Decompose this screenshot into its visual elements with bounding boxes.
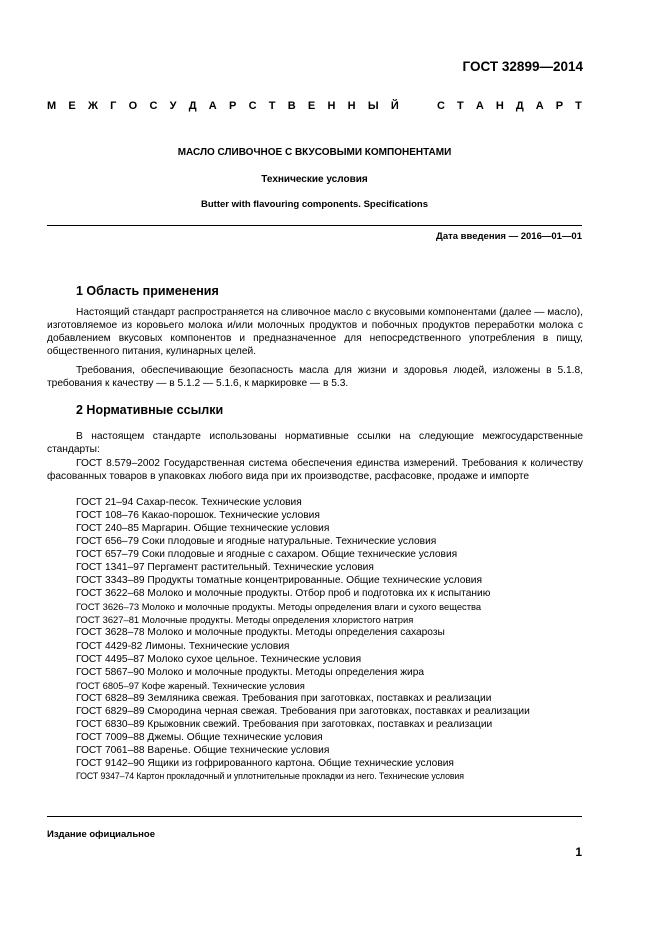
section-1-paragraph-2: Требования, обеспечивающие безопасность масла для жизни и здоровья людей, изложены в 5.1.8, требования к качеству — в 5.1.2 — 5.1.6, к маркировке — в 5.3.	[47, 365, 583, 389]
banner-letter: С	[248, 100, 257, 112]
banner-letter: Д	[515, 100, 524, 112]
banner-letter: Е	[307, 100, 316, 112]
section-1-paragraph-1: Настоящий стандарт распространяется на сливочное масло с вкусовыми компонентами (далее — масло), изготовляемое из коровьего молока и/или молочных продуктов и побочных продуктов переработки молока с добавлением вкусовых компонентов и предназначенное для непосредственного употребления в пищу, общественного питания, кулинарных целей.	[47, 307, 583, 357]
banner-letter: Й	[390, 100, 399, 112]
reference-item: ГОСТ 6830–89 Крыжовник свежий. Требования при заготовках, поставках и реализации	[76, 718, 493, 730]
normative-references-list	[76, 496, 583, 783]
introduction-date: Дата введения — 2016—01—01	[436, 231, 582, 242]
banner-letter: Р	[228, 100, 237, 112]
header-divider	[47, 225, 582, 226]
banner-letter: А	[475, 100, 484, 112]
banner-right	[437, 100, 582, 112]
reference-item: ГОСТ 7009–88 Джемы. Общие технические условия	[76, 731, 323, 743]
banner-letter: А	[535, 100, 544, 112]
reference-item: ГОСТ 657–79 Соки плодовые и ягодные с сахаром. Общие технические условия	[76, 549, 458, 561]
banner-letter: О	[128, 100, 138, 112]
official-edition-label: Издание официальное	[47, 829, 155, 840]
title-russian: МАСЛО СЛИВОЧНОЕ С ВКУСОВЫМИ КОМПОНЕНТАМИ	[177, 147, 452, 158]
footer-divider	[47, 816, 582, 817]
standard-banner	[47, 100, 582, 112]
reference-item: ГОСТ 6828–89 Земляника свежая. Требования при заготовках, поставках и реализации	[76, 692, 492, 704]
banner-letter: Г	[110, 100, 117, 112]
reference-item: ГОСТ 3622–68 Молоко и молочные продукты. Отбор проб и подготовка их к испытанию	[76, 588, 491, 600]
reference-item: ГОСТ 5867–90 Молоко и молочные продукты. Методы определения жира	[76, 666, 425, 678]
banner-letter: А	[208, 100, 217, 112]
reference-item: ГОСТ 3628–78 Молоко и молочные продукты. Методы определения сахарозы	[76, 627, 445, 639]
reference-item: ГОСТ 7061–88 Варенье. Общие технические условия	[76, 744, 330, 756]
banner-letter: В	[287, 100, 296, 112]
banner-letter: Р	[555, 100, 564, 112]
section-2-heading: 2 Нормативные ссылки	[76, 403, 224, 417]
reference-item: ГОСТ 240–85 Маргарин. Общие технические условия	[76, 523, 330, 535]
banner-letter: Н	[347, 100, 356, 112]
page-number: 1	[575, 845, 582, 859]
banner-left	[47, 100, 399, 112]
banner-letter: У	[169, 100, 177, 112]
section-2-paragraph-2: ГОСТ 8.579–2002 Государственная система обеспечения единства измерений. Требования к количеству фасованных товаров в упаковках любого вида при их производстве, расфасовке, продаже и импорте	[47, 458, 583, 482]
banner-letter: Т	[457, 100, 464, 112]
reference-item: ГОСТ 9347–74 Картон прокладочный и уплотнительные прокладки из него. Технические условия	[76, 770, 464, 781]
banner-letter: Ж	[87, 100, 98, 112]
reference-item: ГОСТ 4495–87 Молоко сухое цельное. Технические условия	[76, 653, 362, 665]
banner-letter: М	[47, 100, 57, 112]
document-code: ГОСТ 32899—2014	[462, 59, 583, 74]
reference-item: ГОСТ 6829–89 Смородина черная свежая. Требования при заготовках, поставках и реализации	[76, 705, 530, 717]
subtitle-russian: Технические условия	[261, 174, 368, 185]
banner-letter: Н	[495, 100, 504, 112]
title-english: Butter with flavouring components. Specifications	[201, 199, 428, 210]
reference-item: ГОСТ 108–76 Какао-порошок. Технические условия	[76, 510, 320, 522]
reference-item: ГОСТ 656–79 Соки плодовые и ягодные натуральные. Технические условия	[76, 536, 437, 548]
banner-letter: Н	[327, 100, 336, 112]
reference-item: ГОСТ 1341–97 Пергамент растительный. Технические условия	[76, 562, 374, 574]
banner-letter: Д	[188, 100, 197, 112]
banner-letter: Е	[68, 100, 76, 112]
banner-letter: Т	[268, 100, 276, 112]
reference-item: ГОСТ 3343–89 Продукты томатные концентрированные. Общие технические условия	[76, 575, 483, 587]
section-2-paragraph-1: В настоящем стандарте использованы нормативные ссылки на следующие межгосударственные стандарты:	[47, 431, 583, 455]
banner-letter: Ы	[367, 100, 379, 112]
banner-letter: С	[437, 100, 445, 112]
section-1-heading: 1 Область применения	[76, 284, 219, 298]
reference-item: ГОСТ 4429-82 Лимоны. Технические условия	[76, 640, 290, 652]
reference-item: ГОСТ 9142–90 Ящики из гофрированного картона. Общие технические условия	[76, 757, 454, 769]
banner-letter: Т	[575, 100, 582, 112]
reference-item: ГОСТ 3627–81 Молочные продукты. Методы определения хлористого натрия	[76, 614, 414, 626]
reference-item: ГОСТ 21–94 Сахар-песок. Технические условия	[76, 497, 302, 508]
reference-item: ГОСТ 3626–73 Молоко и молочные продукты. Методы определения влаги и сухого вещества	[76, 601, 482, 613]
banner-letter: С	[149, 100, 158, 112]
reference-item: ГОСТ 6805–97 Кофе жареный. Технические условия	[76, 679, 305, 691]
